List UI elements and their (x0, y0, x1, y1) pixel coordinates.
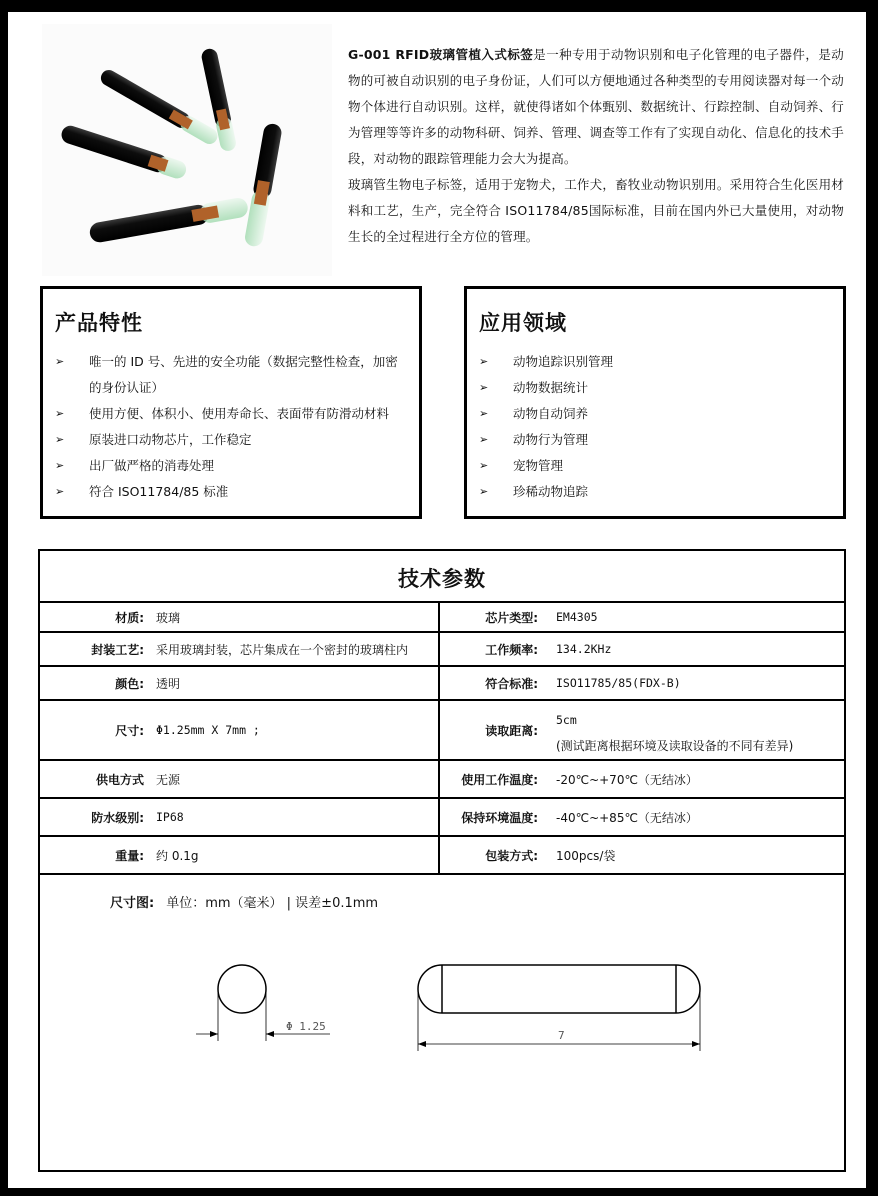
product-photo (42, 24, 332, 276)
end-view-circle (218, 965, 266, 1013)
applications-list (479, 349, 831, 505)
row-value: EM4305 (556, 610, 598, 624)
arrow-bullet-icon: ➢ (479, 355, 489, 368)
glass-tag-image (42, 24, 332, 276)
row-label: 符合标准: (438, 667, 538, 699)
list-item: ➢ 符合 ISO11784/85 标准 (55, 479, 407, 505)
table-row (40, 603, 844, 633)
row-value: ISO11785/85(FDX-B) (556, 676, 681, 690)
arrow-bullet-icon: ➢ (479, 485, 489, 498)
intro-paragraph-1 (348, 42, 844, 172)
intro-text: 是一种专用于动物识别和电子化管理的电子器件，是动物的可被自动识别的电子身份证，人们可以方便地通过各种类型的专用阅读器对每一个动物个体进行自动识别。这样，就使得诸如个体甄别、数据统计、行踪控制、自动饲养、行为管理等等许多的动物科研、饲养、管理、调查等工作有了实现自动化、信息化的技术手段，对动物的跟踪管理能力会大为提高。 (348, 47, 844, 166)
list-item: ➢ 原装进口动物芯片，工作稳定 (55, 427, 407, 453)
arrow-bullet-icon: ➢ (55, 433, 65, 446)
list-item: ➢ 动物行为管理 (479, 427, 831, 453)
table-row (40, 799, 844, 837)
product-sheet (6, 10, 868, 1190)
arrow-bullet-icon: ➢ (479, 381, 489, 394)
features-box (40, 286, 422, 519)
table-row (40, 633, 844, 667)
features-title: 产品特性 (55, 311, 143, 335)
read-distance-note: (测试距离根据环境及读取设备的不同有差异) (556, 739, 794, 753)
dimension-caption (110, 892, 378, 911)
spec-title: 技术参数 (40, 551, 844, 603)
row-label: 封装工艺: (91, 642, 144, 657)
length-label: 7 (558, 1029, 565, 1042)
row-value: 采用玻璃封装，芯片集成在一个密封的玻璃柱内 (156, 642, 409, 657)
row-value: 约 0.1g (156, 848, 199, 863)
arrow-bullet-icon: ➢ (479, 407, 489, 420)
table-row (40, 761, 844, 799)
side-view-capsule (418, 965, 700, 1013)
read-distance-value: 5cm (556, 713, 577, 727)
list-item: ➢ 珍稀动物追踪 (479, 479, 831, 505)
arrow-bullet-icon: ➢ (479, 459, 489, 472)
row-label: 芯片类型: (438, 603, 538, 631)
list-item: ➢ 动物追踪识别管理 (479, 349, 831, 375)
row-value: -20℃~+70℃（无结冰） (556, 772, 698, 787)
list-item: ➢ 动物自动饲养 (479, 401, 831, 427)
row-label: 工作频率: (438, 633, 538, 665)
row-label: 使用工作温度: (438, 761, 538, 797)
features-list (55, 349, 407, 505)
arrow-bullet-icon: ➢ (55, 459, 65, 472)
table-row (40, 667, 844, 701)
row-value: 透明 (156, 676, 181, 691)
row-value: 无源 (156, 772, 181, 787)
list-item: ➢ 动物数据统计 (479, 375, 831, 401)
arrow-bullet-icon: ➢ (55, 407, 65, 420)
row-value: 100pcs/袋 (556, 848, 616, 863)
list-item: ➢ 出厂做严格的消毒处理 (55, 453, 407, 479)
row-label: 保持环境温度: (438, 799, 538, 835)
arrow-bullet-icon: ➢ (55, 485, 65, 498)
product-intro (348, 42, 844, 250)
row-label: 包装方式: (438, 837, 538, 873)
row-label: 供电方式 (95, 772, 144, 787)
row-label: 尺寸: (115, 723, 144, 738)
list-item: ➢ 宠物管理 (479, 453, 831, 479)
applications-title: 应用领域 (479, 311, 567, 335)
row-value: 134.2KHz (556, 642, 612, 656)
row-label: 读取距离: (438, 701, 538, 759)
arrow-bullet-icon: ➢ (479, 433, 489, 446)
applications-box (464, 286, 846, 519)
row-value: -40℃~+85℃（无结冰） (556, 810, 698, 825)
row-value: Φ1.25mm X 7mm ; (156, 723, 260, 737)
table-row (40, 837, 844, 875)
intro-paragraph-2: 玻璃管生物电子标签，适用于宠物犬，工作犬，畜牧业动物识别用。采用符合生化医用材料和工艺，生产，完全符合 ISO11784/85国际标准，目前在国内外已大量使用，对动物生长的全过程进行全方位的管理。 (348, 177, 844, 244)
arrow-bullet-icon: ➢ (55, 355, 65, 368)
dimension-label: 尺寸图: (110, 896, 155, 911)
row-label: 重量: (115, 848, 144, 863)
row-value (556, 701, 846, 765)
dimension-unit: 单位：mm（毫米） | 误差±0.1mm (166, 896, 379, 911)
table-row (40, 701, 844, 761)
diameter-label: Φ 1.25 (286, 1020, 326, 1033)
row-label: 材质: (115, 610, 144, 625)
row-value: IP68 (156, 810, 184, 824)
row-label: 防水级别: (91, 810, 144, 825)
row-label: 颜色: (115, 676, 144, 691)
list-item: ➢ 使用方便、体积小、使用寿命长、表面带有防滑动材料 (55, 401, 407, 427)
row-value: 玻璃 (156, 610, 181, 625)
list-item: ➢ 唯一的 ID 号、先进的安全功能（数据完整性检查，加密的身份认证） (55, 349, 407, 401)
spec-table (38, 549, 846, 1172)
dimension-drawing (190, 951, 750, 1061)
intro-lead: G-001 RFID玻璃管植入式标签 (348, 47, 534, 62)
